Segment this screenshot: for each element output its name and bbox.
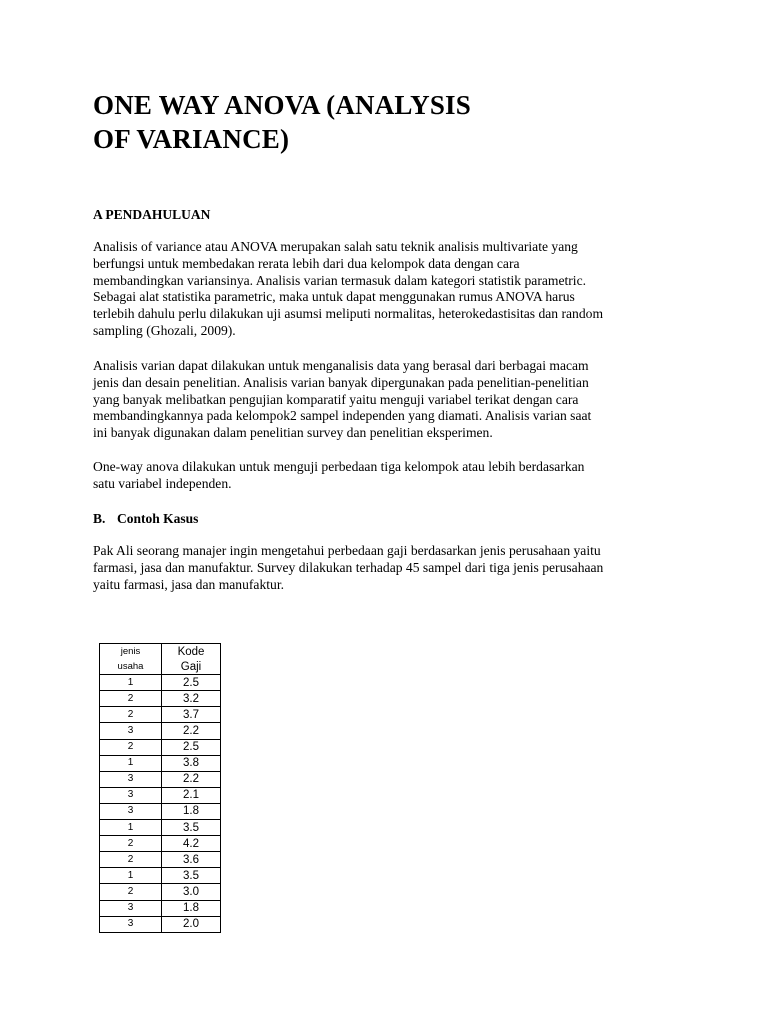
jenis-usaha-cell: 3 [100,900,162,916]
jenis-usaha-cell: 1 [100,675,162,691]
section-b-number: B. [93,511,106,526]
case-paragraph: Pak Ali seorang manajer ingin mengetahui perbedaan gaji berdasarkan jenis perusahaan yaitu farmasi, jasa dan manufaktur. Survey dilakukan terhadap 45 sampel dari tiga jenis perusahaan yaitu farmasi, jasa dan manufaktur. [93,543,604,592]
table-row [100,739,221,755]
salary-data-table [99,643,221,933]
table-row [100,900,221,916]
kode-gaji-cell: 2.1 [162,787,221,803]
jenis-usaha-cell: 2 [100,691,162,707]
table-row [100,868,221,884]
table-row [100,723,221,739]
kode-gaji-cell: 3.8 [162,755,221,771]
table-row [100,916,221,932]
kode-gaji-cell: 2.5 [162,739,221,755]
jenis-usaha-cell: 3 [100,723,162,739]
kode-gaji-cell: 3.6 [162,852,221,868]
kode-gaji-cell: 3.5 [162,820,221,836]
table-row [100,820,221,836]
header-usaha: usaha [100,659,162,675]
kode-gaji-cell: 1.8 [162,900,221,916]
jenis-usaha-cell: 3 [100,803,162,819]
kode-gaji-cell: 2.5 [162,675,221,691]
kode-gaji-cell: 4.2 [162,836,221,852]
table-row [100,675,221,691]
kode-gaji-cell: 3.7 [162,707,221,723]
table-header-row-2 [100,659,221,675]
section-b-title: Contoh Kasus [117,511,199,526]
table-row [100,771,221,787]
kode-gaji-cell: 2.2 [162,723,221,739]
jenis-usaha-cell: 1 [100,820,162,836]
intro-paragraph-2: Analisis varian dapat dilakukan untuk menganalisis data yang berasal dari berbagai macam jenis dan desain penelitian. Analisis varian banyak dipergunakan pada penelitian-penelitian yang banyak melibatkan pengujian komparatif yaitu menguji variabel terikat dengan cara membandingkannya pada kelompok2 sampel independen yang diamati. Analisis varian saat ini banyak digunakan dalam penelitian survey dan penelitian eksperimen. [93,358,592,441]
kode-gaji-cell: 3.5 [162,868,221,884]
jenis-usaha-cell: 3 [100,771,162,787]
table-row [100,852,221,868]
jenis-usaha-cell: 2 [100,739,162,755]
table-row [100,691,221,707]
header-jenis: jenis [100,644,162,660]
section-a-heading: A PENDAHULUAN [93,207,211,222]
header-kode: Kode [162,644,221,660]
document-title [93,88,613,156]
intro-paragraph-3: One-way anova dilakukan untuk menguji perbedaan tiga kelompok atau lebih berdasarkan satu variabel independen. [93,459,585,491]
table-row [100,755,221,771]
intro-paragraph-1: Analisis of variance atau ANOVA merupakan salah satu teknik analisis multivariate yang berfungsi untuk membedakan rerata lebih dari dua kelompok data dengan cara membandingkan variansinya. Analisis varian termasuk dalam kategori statistik parametric. Sebagai alat statistika parametric, maka untuk dapat menggunakan rumus ANOVA harus terlebih dahulu perlu dilakukan uji asumsi meliputi normalitas, heterokedastisitas dan random sampling (Ghozali, 2009). [93,239,604,338]
kode-gaji-cell: 2.2 [162,771,221,787]
table-row [100,884,221,900]
table-row [100,836,221,852]
jenis-usaha-cell: 2 [100,884,162,900]
kode-gaji-cell: 3.2 [162,691,221,707]
kode-gaji-cell: 2.0 [162,916,221,932]
jenis-usaha-cell: 2 [100,852,162,868]
title-line-1: ONE WAY ANOVA (ANALYSIS [93,90,471,120]
jenis-usaha-cell: 3 [100,787,162,803]
jenis-usaha-cell: 3 [100,916,162,932]
jenis-usaha-cell: 1 [100,755,162,771]
table-row [100,803,221,819]
section-b-heading [93,510,198,527]
jenis-usaha-cell: 2 [100,707,162,723]
table-row [100,787,221,803]
table-row [100,707,221,723]
jenis-usaha-cell: 2 [100,836,162,852]
header-gaji: Gaji [162,659,221,675]
table-header-row-1 [100,644,221,660]
kode-gaji-cell: 1.8 [162,803,221,819]
title-line-2: OF VARIANCE) [93,124,290,154]
kode-gaji-cell: 3.0 [162,884,221,900]
jenis-usaha-cell: 1 [100,868,162,884]
